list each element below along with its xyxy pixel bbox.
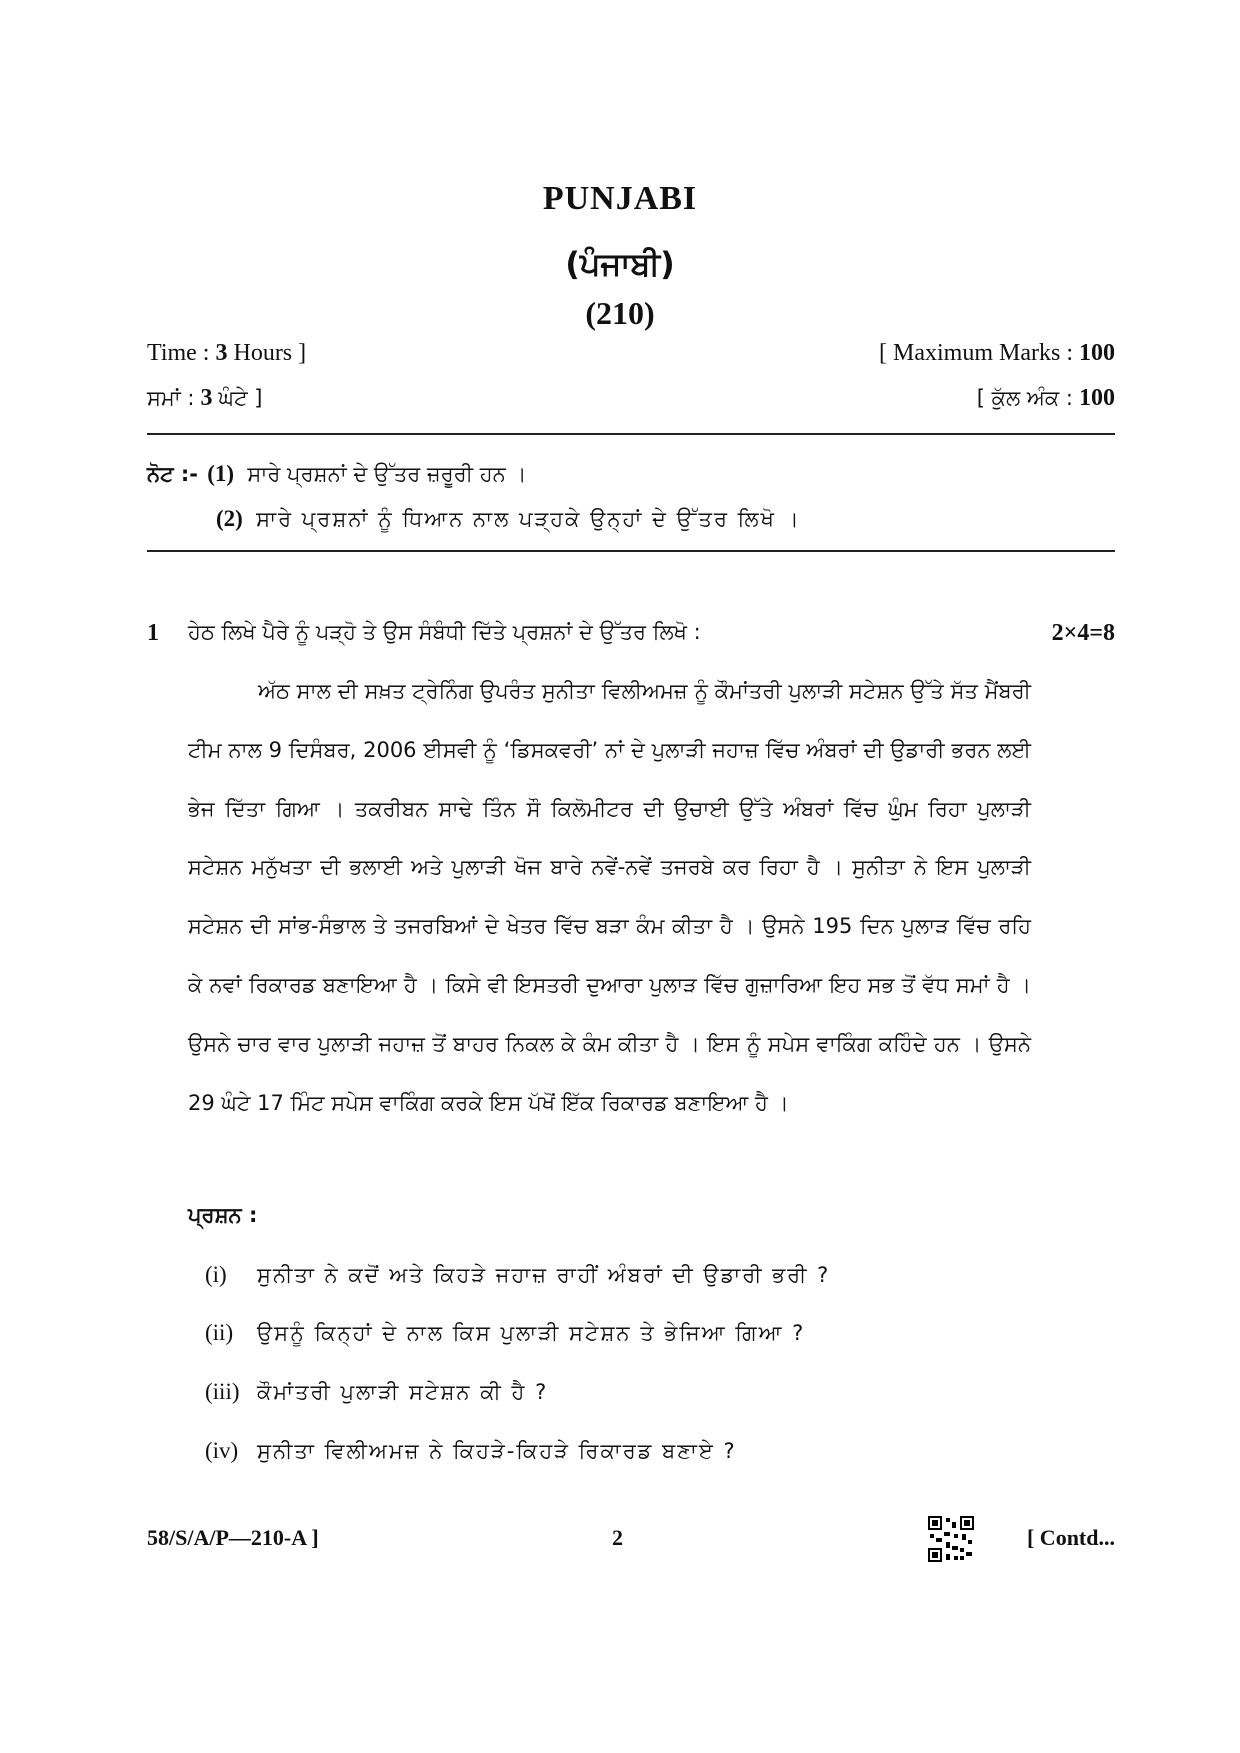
- subject-title: PUNJABI: [542, 180, 698, 217]
- passage: [188, 662, 1031, 1132]
- time-label-punjabi: ਸਮਾਂ :: [147, 386, 195, 410]
- questions-label: ਪ੍ਰਸ਼ਨ :: [188, 1203, 258, 1227]
- passage-text: ਅੱਠ ਸਾਲ ਦੀ ਸਖ਼ਤ ਟ੍ਰੇਨਿੰਗ ਉਪਰੰਤ ਸੁਨੀਤਾ ਵਿਲੀਅਮਜ਼ ਨੂੰ ਕੌਮਾਂਤਰੀ ਪੁਲਾੜੀ ਸਟੇਸ਼ਨ ਉੱਤੇ ਸੱਤ ਮੈਂਬਰੀ ਟੀਮ ਨਾਲ 9 ਦਿਸੰਬਰ, 2006 ਈਸਵੀ ਨੂੰ ‘ਡਿਸਕਵਰੀ’ ਨਾਂ ਦੇ ਪੁਲਾੜੀ ਜਹਾਜ਼ ਵਿੱਚ ਅੰਬਰਾਂ ਦੀ ਉਡਾਰੀ ਭਰਨ ਲਈ ਭੇਜ ਦਿੱਤਾ ਗਿਆ । ਤਕਰੀਬਨ ਸਾਢੇ ਤਿੰਨ ਸੌ ਕਿਲੋਮੀਟਰ ਦੀ ਉਚਾਈ ਉੱਤੇ ਅੰਬਰਾਂ ਵਿੱਚ ਘੁੰਮ ਰਿਹਾ ਪੁਲਾੜੀ ਸਟੇਸ਼ਨ ਮਨੁੱਖਤਾ ਦੀ ਭਲਾਈ ਅਤੇ ਪੁਲਾੜੀ ਖੋਜ ਬਾਰੇ ਨਵੇਂ-ਨਵੇਂ ਤਜਰਬੇ ਕਰ ਰਿਹਾ ਹੈ । ਸੁਨੀਤਾ ਨੇ ਇਸ ਪੁਲਾੜੀ ਸਟੇਸ਼ਨ ਦੀ ਸਾਂਭ-ਸੰਭਾਲ ਤੇ ਤਜਰਬਿਆਂ ਦੇ ਖੇਤਰ ਵਿੱਚ ਬੜਾ ਕੰਮ ਕੀਤਾ ਹੈ । ਉਸਨੇ 195 ਦਿਨ ਪੁਲਾੜ ਵਿੱਚ ਰਹਿ ਕੇ ਨਵਾਂ ਰਿਕਾਰਡ ਬਣਾਇਆ ਹੈ । ਕਿਸੇ ਵੀ ਇਸਤਰੀ ਦੁਆਰਾ ਪੁਲਾੜ ਵਿੱਚ ਗੁਜ਼ਾਰਿਆ ਇਹ ਸਭ ਤੋਂ ਵੱਧ ਸਮਾਂ ਹੈ । ਉਸਨੇ ਚਾਰ ਵਾਰ ਪੁਲਾੜੀ ਜਹਾਜ਼ ਤੋਂ ਬਾਹਰ ਨਿਕਲ ਕੇ ਕੰਮ ਕੀਤਾ ਹੈ । ਇਸ ਨੂੰ ਸਪੇਸ ਵਾਕਿੰਗ ਕਹਿੰਦੇ ਹਨ । ਉਸਨੇ 29 ਘੰਟੇ 17 ਮਿੰਟ ਸਪੇਸ ਵਾਕਿੰਗ ਕਰਕੇ ਇਸ ਪੱਖੋਂ ਇੱਕ ਰਿਕਾਰਡ ਬਣਾਇਆ ਹੈ ।: [188, 679, 1031, 1115]
- header-divider: [147, 433, 1115, 435]
- time-line: [147, 340, 306, 367]
- sub-question-num: (i): [205, 1262, 227, 1287]
- subject-title-punjabi: (ਪੰਜਾਬੀ): [565, 245, 675, 283]
- question-marks: 2×4=8: [1051, 620, 1115, 646]
- time-value: 3: [215, 340, 228, 366]
- max-marks-line: [879, 340, 1115, 367]
- sub-question-num: (iii): [205, 1379, 240, 1404]
- question-number: 1: [147, 620, 159, 646]
- note-line-2: [216, 506, 801, 532]
- note-item-2-text: ਸਾਰੇ ਪ੍ਰਸ਼ਨਾਂ ਨੂੰ ਧਿਆਨ ਨਾਲ ਪੜ੍ਹਕੇ ਉਨ੍ਹਾਂ ਦੇ ਉੱਤਰ ਲਿਖੋ ।: [256, 507, 801, 531]
- subject-code: (210): [585, 295, 655, 331]
- time-label: Time :: [147, 340, 210, 366]
- note-item-1-text: ਸਾਰੇ ਪ੍ਰਸ਼ਨਾਂ ਦੇ ਉੱਤਰ ਜ਼ਰੂਰੀ ਹਨ ।: [247, 462, 527, 486]
- sub-question-text: ਸੁਨੀਤਾ ਵਿਲੀਅਮਜ਼ ਨੇ ਕਿਹੜੇ-ਕਿਹੜੇ ਰਿਕਾਰਡ ਬਣਾਏ ?: [257, 1439, 737, 1463]
- time-line-punjabi: [147, 385, 262, 412]
- sub-question-text: ਕੌਮਾਂਤਰੀ ਪੁਲਾੜੀ ਸਟੇਸ਼ਨ ਕੀ ਹੈ ?: [257, 1380, 549, 1404]
- sub-question: [205, 1379, 548, 1405]
- contd-label: [ Contd...: [1026, 1525, 1115, 1550]
- sub-question: [205, 1320, 805, 1346]
- sub-question-num: (ii): [205, 1320, 234, 1345]
- max-marks-label: [ Maximum Marks :: [879, 340, 1073, 366]
- sub-question-text: ਸੁਨੀਤਾ ਨੇ ਕਦੋਂ ਅਤੇ ਕਿਹੜੇ ਜਹਾਜ਼ ਰਾਹੀਂ ਅੰਬਰਾਂ ਦੀ ਉਡਾਰੀ ਭਰੀ ?: [257, 1263, 831, 1287]
- paper-code: 58/S/A/P—210-A ]: [147, 1525, 319, 1550]
- qr-code-icon: [928, 1516, 974, 1562]
- time-value-punjabi: 3: [200, 385, 213, 411]
- max-marks-value-punjabi: 100: [1079, 385, 1115, 411]
- time-unit-punjabi: ਘੰਟੇ ]: [218, 386, 263, 410]
- time-unit: Hours ]: [233, 340, 307, 366]
- note-divider: [147, 550, 1115, 552]
- page-number: 2: [612, 1525, 623, 1550]
- sub-question-num: (iv): [205, 1438, 239, 1463]
- question-instruction: ਹੇਠ ਲਿਖੇ ਪੈਰੇ ਨੂੰ ਪੜ੍ਹੋ ਤੇ ਉਸ ਸੰਬੰਧੀ ਦਿੱਤੇ ਪ੍ਰਸ਼ਨਾਂ ਦੇ ਉੱਤਰ ਲਿਖੋ :: [188, 620, 701, 644]
- note-line-1: [147, 461, 527, 487]
- max-marks-value: 100: [1079, 340, 1115, 366]
- max-marks-label-punjabi: [ ਕੁੱਲ ਅੰਕ :: [976, 386, 1073, 410]
- sub-question: [205, 1438, 737, 1464]
- note-item-1-num: (1): [207, 461, 235, 486]
- note-label: ਨੋਟ :-: [147, 462, 199, 486]
- note-item-2-num: (2): [216, 506, 243, 531]
- max-marks-line-punjabi: [977, 385, 1115, 412]
- sub-question-text: ਉਸਨੂੰ ਕਿਨ੍ਹਾਂ ਦੇ ਨਾਲ ਕਿਸ ਪੁਲਾੜੀ ਸਟੇਸ਼ਨ ਤੇ ਭੇਜਿਆ ਗਿਆ ?: [257, 1321, 806, 1345]
- sub-question: [205, 1262, 830, 1288]
